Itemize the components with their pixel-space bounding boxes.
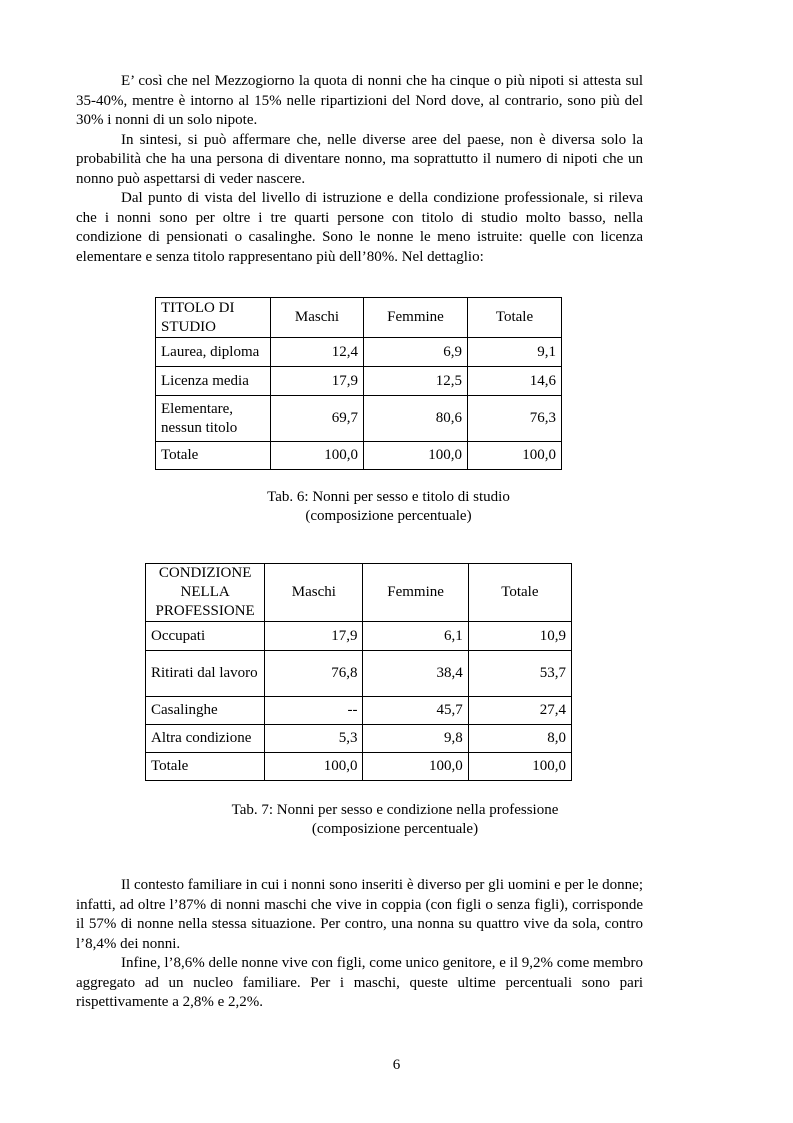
table-row bbox=[156, 442, 562, 470]
cell-value: 69,7 bbox=[271, 396, 364, 442]
paragraph: Il contesto familiare in cui i nonni sono inseriti è diverso per gli uomini e per le donne; infatti, ad oltre l’87% di nonni maschi che vive in coppia (con figli o senza figli), corrisponde il 57% di nonne nella stessa situazione. Per contro, una nonna su quattro vive da sola, contro l’8,4% dei nonni. bbox=[76, 877, 643, 952]
row-label: Altra condizione bbox=[146, 725, 265, 753]
cell-value: 6,1 bbox=[363, 622, 468, 651]
row-label: Casalinghe bbox=[146, 697, 265, 725]
cell-value: 100,0 bbox=[363, 753, 468, 781]
cell-value: 17,9 bbox=[271, 367, 364, 396]
cell-value: 100,0 bbox=[265, 753, 363, 781]
cell-value: 5,3 bbox=[265, 725, 363, 753]
cell-value: 80,6 bbox=[364, 396, 468, 442]
table-titolo-di-studio bbox=[155, 297, 562, 470]
cell-value: 12,5 bbox=[364, 367, 468, 396]
cell-value: 76,3 bbox=[468, 396, 562, 442]
paragraph: E’ così che nel Mezzogiorno la quota di nonni che ha cinque o più nipoti si attesta sul 35-40%, mentre è intorno al 15% nelle ripartizioni del Nord dove, al contrario, sono più del 30% i nonni di un solo nipote. bbox=[76, 73, 643, 128]
paragraph: Infine, l’8,6% delle nonne vive con figli, come unico genitore, e il 9,2% come membro aggregato ad un nucleo familiare. Per i maschi, queste ultime percentuali sono pari rispettivamente a 2,8% e 2,2%. bbox=[76, 955, 643, 1010]
cell-value: 17,9 bbox=[265, 622, 363, 651]
table-row bbox=[146, 725, 572, 753]
table-row bbox=[156, 338, 562, 367]
column-header: Totale bbox=[468, 298, 562, 338]
intro-text bbox=[76, 72, 643, 267]
table-row bbox=[146, 697, 572, 725]
column-header: Maschi bbox=[271, 298, 364, 338]
page-number: 6 bbox=[392, 1057, 401, 1073]
row-label: Laurea, diploma bbox=[156, 338, 271, 367]
table-row bbox=[156, 396, 562, 442]
cell-value: -- bbox=[265, 697, 363, 725]
cell-value: 100,0 bbox=[468, 753, 571, 781]
caption-title: Tab. 6: Nonni per sesso e titolo di studio bbox=[267, 489, 510, 505]
caption-subtitle: (composizione percentuale) bbox=[311, 821, 479, 837]
cell-value: 9,1 bbox=[468, 338, 562, 367]
column-header: Maschi bbox=[265, 564, 363, 622]
cell-value: 12,4 bbox=[271, 338, 364, 367]
column-header: Femmine bbox=[364, 298, 468, 338]
table-header-row bbox=[146, 564, 572, 622]
row-label: Totale bbox=[146, 753, 265, 781]
row-label: Totale bbox=[156, 442, 271, 470]
table-caption bbox=[155, 488, 622, 526]
table-row bbox=[146, 753, 572, 781]
cell-value: 53,7 bbox=[468, 651, 571, 697]
row-label: Occupati bbox=[146, 622, 265, 651]
row-label: Ritirati dal lavoro bbox=[146, 651, 265, 697]
column-header: Femmine bbox=[363, 564, 468, 622]
cell-value: 9,8 bbox=[363, 725, 468, 753]
cell-value: 27,4 bbox=[468, 697, 571, 725]
row-label: Licenza media bbox=[156, 367, 271, 396]
caption-title: Tab. 7: Nonni per sesso e condizione nella professione bbox=[231, 802, 559, 818]
closing-text bbox=[76, 876, 643, 1013]
paragraph: Dal punto di vista del livello di istruzione e della condizione professionale, si rileva che i nonni sono per oltre i tre quarti persone con titolo di studio molto basso, nella condizione di pensionati o casalinghe. Sono le nonne le meno istruite: quelle con licenza elementare e senza titolo rappresentano più dell’80%. Nel dettaglio: bbox=[76, 190, 643, 265]
cell-value: 100,0 bbox=[364, 442, 468, 470]
table-row bbox=[146, 651, 572, 697]
cell-value: 8,0 bbox=[468, 725, 571, 753]
paragraph: In sintesi, si può affermare che, nelle diverse aree del paese, non è diversa solo la probabilità che ha una persona di diventare nonno, ma soprattutto il numero di nipoti che un nonno può aspettarsi di veder nascere. bbox=[76, 131, 643, 187]
cell-value: 6,9 bbox=[364, 338, 468, 367]
column-header: TITOLO DI STUDIO bbox=[156, 298, 271, 338]
cell-value: 10,9 bbox=[468, 622, 571, 651]
column-header: CONDIZIONE NELLA PROFESSIONE bbox=[146, 564, 265, 622]
cell-value: 45,7 bbox=[363, 697, 468, 725]
table-header-row bbox=[156, 298, 562, 338]
column-header: Totale bbox=[468, 564, 571, 622]
table-row bbox=[156, 367, 562, 396]
table-caption bbox=[145, 801, 645, 839]
cell-value: 76,8 bbox=[265, 651, 363, 697]
table-condizione-professione bbox=[145, 563, 572, 781]
caption-subtitle: (composizione percentuale) bbox=[305, 508, 472, 524]
cell-value: 100,0 bbox=[468, 442, 562, 470]
cell-value: 38,4 bbox=[363, 651, 468, 697]
table-row bbox=[146, 622, 572, 651]
row-label: Elementare, nessun titolo bbox=[156, 396, 271, 442]
cell-value: 100,0 bbox=[271, 442, 364, 470]
cell-value: 14,6 bbox=[468, 367, 562, 396]
